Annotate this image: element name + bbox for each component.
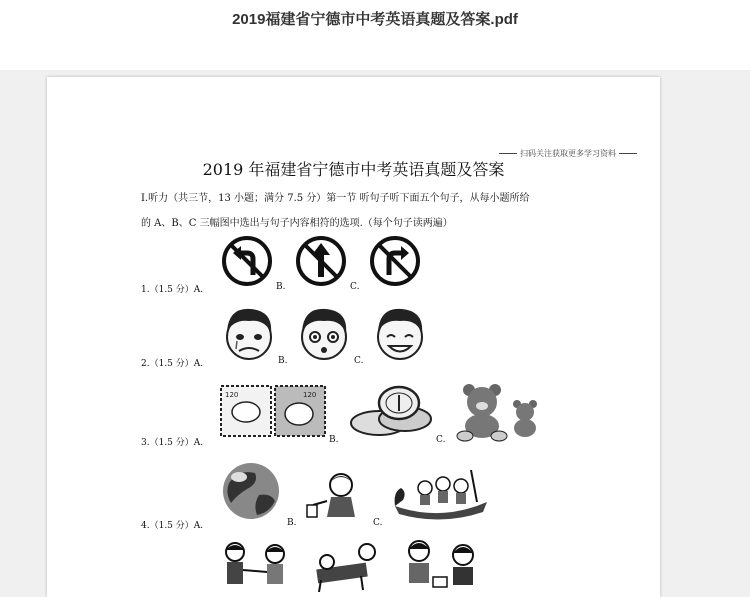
smiling-boy-face-icon	[370, 303, 430, 363]
crying-boy-face-icon	[219, 303, 279, 363]
intro-line-2: 的 A、B、C 三幅图中选出与句子内容相符的选项.（每个句子读两遍）	[141, 218, 453, 229]
question-1-option-c: C.	[350, 282, 360, 292]
question-4-option-b: B.	[287, 518, 297, 528]
kids-toys-icon	[399, 537, 485, 593]
stamps-icon	[219, 384, 329, 440]
no-straight-sign-icon	[293, 235, 349, 287]
document-title: 2019福建省宁德市中考英语真题及答案.pdf	[232, 11, 518, 28]
pdf-page	[47, 77, 660, 597]
teddy-bears-icon	[455, 382, 545, 442]
stamp-value-1: 120	[225, 391, 239, 399]
question-4-label: 4.（1.5 分）A.	[141, 521, 204, 531]
scan-note-text: 扫码关注获取更多学习资料	[520, 149, 616, 158]
question-1-option-b: B.	[276, 282, 286, 292]
question-1-label: 1.（1.5 分）A.	[141, 285, 204, 295]
paper-title: 2019 年福建省宁德市中考英语真题及答案	[202, 160, 505, 179]
divider	[499, 153, 517, 154]
girl-with-lantern-icon	[305, 471, 369, 523]
divider	[619, 153, 637, 154]
stamp-value-2: 120	[303, 391, 317, 399]
dragon-boat-icon	[391, 462, 491, 524]
kids-table-icon	[309, 540, 385, 592]
question-2-option-c: C.	[354, 356, 364, 366]
surprised-boy-face-icon	[294, 303, 354, 363]
question-2-label: 2.（1.5 分）A.	[141, 359, 204, 369]
no-left-turn-sign-icon	[219, 235, 275, 287]
no-right-turn-sign-icon	[367, 235, 423, 287]
question-2-option-b: B.	[278, 356, 288, 366]
kids-playing-icon	[219, 540, 295, 592]
intro-line-1: Ⅰ.听力（共三节，13 小题；满分 7.5 分）第一节 听句子听下面五个句子，从每小题所给	[141, 193, 530, 204]
question-3-label: 3.（1.5 分）A.	[141, 438, 204, 448]
globe-icon	[219, 459, 283, 525]
question-4-option-c: C.	[373, 518, 383, 528]
coins-icon	[347, 383, 437, 441]
question-3-option-c: C.	[436, 435, 446, 445]
viewer-header	[0, 0, 750, 70]
question-3-option-b: B.	[329, 435, 339, 445]
